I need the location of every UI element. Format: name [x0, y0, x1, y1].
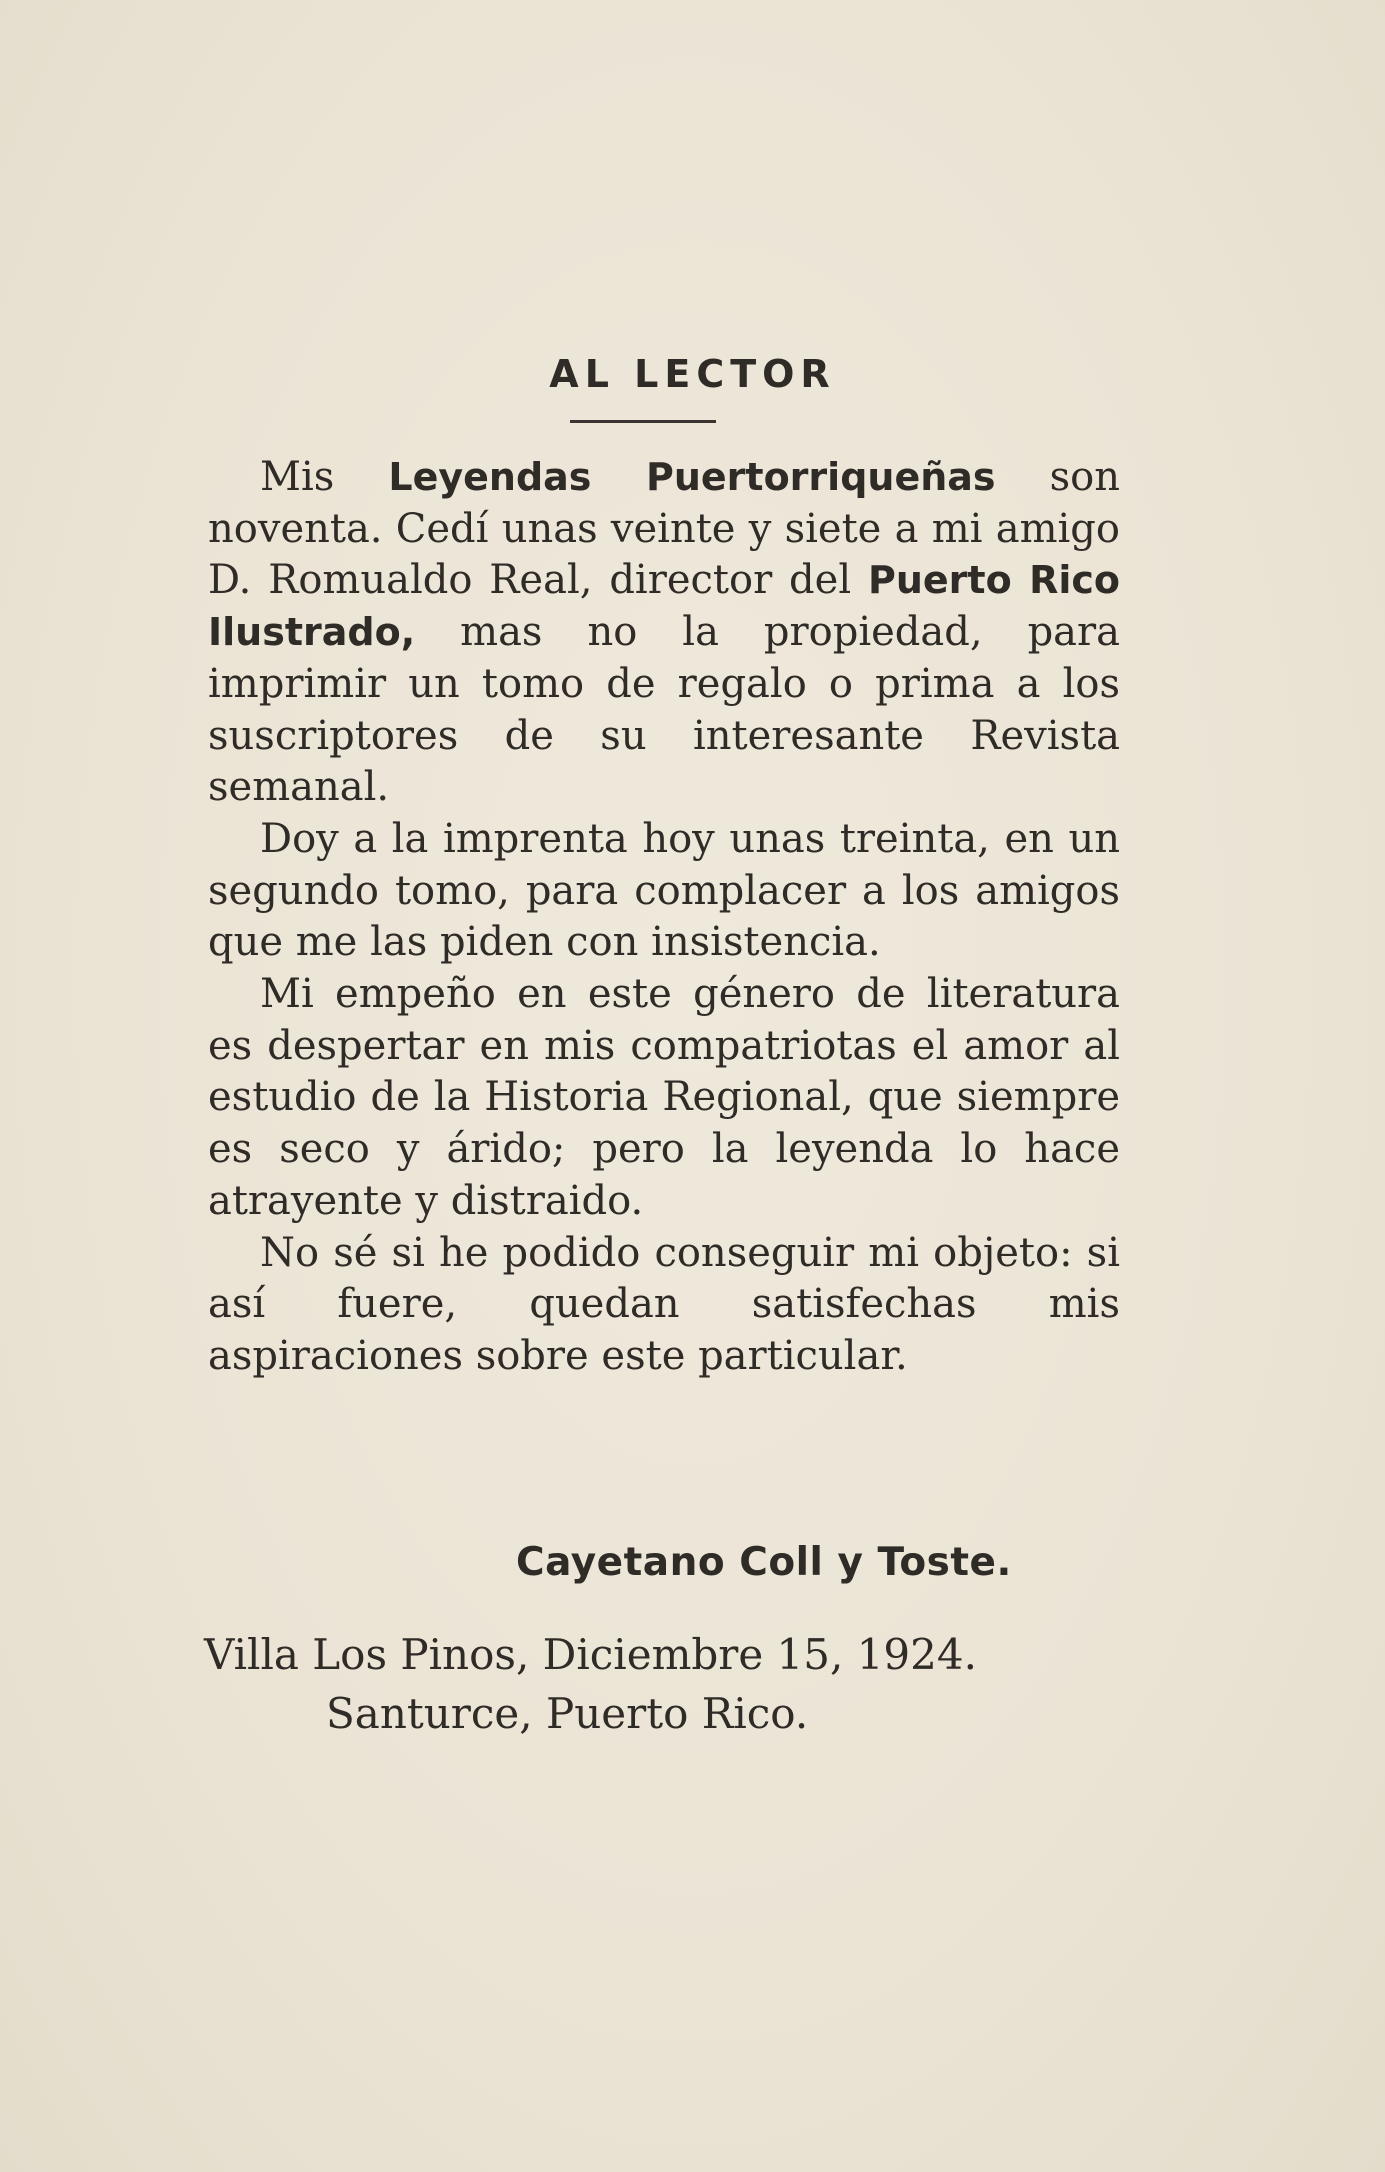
paragraph-2: Doy a la imprenta hoy unas treinta, en un segundo tomo, para complacer a los amigos que me las piden con insistencia. [208, 815, 1120, 966]
paragraph-3: Mi empeño en este género de literatura es despertar en mis compatriotas el amor al estudio de la Historia Regional, que siempre es seco y árido; pero la leyenda lo hace atrayente y distraido. [208, 971, 1120, 1224]
paragraph-1 [208, 452, 1120, 814]
paragraph-1-intro: Mis [260, 454, 389, 500]
paragraph-1-text-a: son noventa. Cedí unas veinte y siete a mi amigo D. Romualdo Real, director del [208, 454, 1120, 604]
body-text [208, 452, 1120, 1383]
paragraph-1-text-b: mas no la propiedad, para imprimir un tomo de regalo o prima a los suscriptores de su interesante Revista semanal. [208, 609, 1120, 811]
place-date: Villa Los Pinos, Diciembre 15, 1924. [204, 1630, 977, 1679]
author-signature: Cayetano Coll y Toste. [516, 1540, 1012, 1585]
book-title: Leyendas Puertorriqueñas [388, 455, 996, 499]
title-divider [570, 420, 716, 423]
page-title: AL LECTOR [549, 352, 836, 396]
paragraph-4: No sé si he podido conseguir mi objeto: si así fuere, quedan satisfechas mis aspiraciones sobre este particular. [208, 1229, 1120, 1379]
magazine-title: Puerto Rico Ilustrado, [208, 558, 1120, 655]
place-city: Santurce, Puerto Rico. [326, 1689, 809, 1738]
